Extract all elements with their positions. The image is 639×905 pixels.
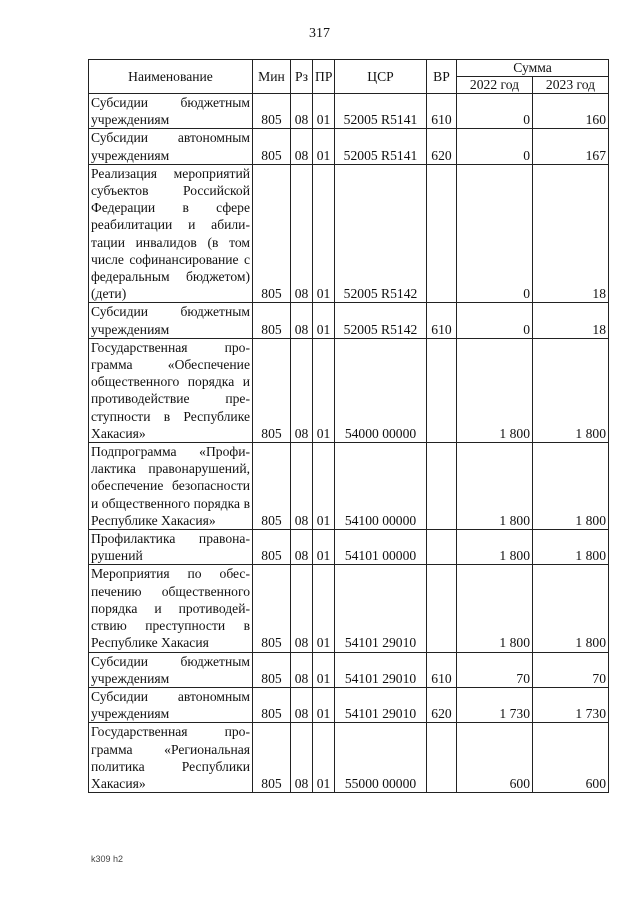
cell-name: Реализация мероприятий субъектов Российской Федерации в сфере реабилитации и абилитации инвалидов (в том числе софинансирование с федеральным бюджетом) (дети) <box>89 164 253 303</box>
cell-csr: 54101 29010 <box>335 565 427 652</box>
cell-rz: 08 <box>291 652 313 687</box>
cell-pr: 01 <box>313 129 335 164</box>
cell-vr: 620 <box>427 687 457 722</box>
cell-sum-2023: 18 <box>533 164 609 303</box>
header-year-2023: 2023 год <box>533 77 609 94</box>
table-row <box>89 723 609 793</box>
cell-sum-2023: 70 <box>533 652 609 687</box>
cell-vr <box>427 338 457 442</box>
cell-name: Субсидии автономным учреждениям <box>89 129 253 164</box>
header-sum: Сумма <box>457 60 609 77</box>
cell-min: 805 <box>253 338 291 442</box>
header-pr: ПР <box>313 60 335 94</box>
header-name: Наименование <box>89 60 253 94</box>
header-min: Мин <box>253 60 291 94</box>
footer-code: k309 h2 <box>91 854 124 864</box>
cell-name: Мероприятия по обеспечению общественного порядка и противодействию преступности в Республике Хакасия <box>89 565 253 652</box>
cell-sum-2023: 1 800 <box>533 530 609 565</box>
cell-min: 805 <box>253 652 291 687</box>
cell-sum-2022: 1 800 <box>457 338 533 442</box>
cell-min: 805 <box>253 443 291 530</box>
cell-name: Субсидии бюджетным учреждениям <box>89 303 253 338</box>
table-row <box>89 443 609 530</box>
cell-rz: 08 <box>291 530 313 565</box>
table-row <box>89 164 609 303</box>
cell-vr: 610 <box>427 652 457 687</box>
cell-min: 805 <box>253 530 291 565</box>
cell-pr: 01 <box>313 687 335 722</box>
budget-table <box>88 59 609 793</box>
cell-vr: 620 <box>427 129 457 164</box>
cell-vr <box>427 530 457 565</box>
cell-csr: 55000 00000 <box>335 723 427 793</box>
cell-name: Субсидии автономным учреждениям <box>89 687 253 722</box>
cell-sum-2022: 0 <box>457 94 533 129</box>
cell-pr: 01 <box>313 652 335 687</box>
header-vr: ВР <box>427 60 457 94</box>
cell-csr: 52005 R5142 <box>335 303 427 338</box>
cell-sum-2023: 167 <box>533 129 609 164</box>
header-csr: ЦСР <box>335 60 427 94</box>
cell-name: Субсидии бюджетным учреждениям <box>89 652 253 687</box>
cell-min: 805 <box>253 303 291 338</box>
cell-rz: 08 <box>291 443 313 530</box>
cell-name: Государственная программа «Обеспечение общественного порядка и противодействие преступности в Республике Хакасия» <box>89 338 253 442</box>
cell-min: 805 <box>253 94 291 129</box>
cell-rz: 08 <box>291 303 313 338</box>
cell-csr: 52005 R5141 <box>335 129 427 164</box>
table-row <box>89 652 609 687</box>
cell-name: Профилактика правонарушений <box>89 530 253 565</box>
table-row <box>89 129 609 164</box>
cell-sum-2023: 1 730 <box>533 687 609 722</box>
cell-sum-2023: 160 <box>533 94 609 129</box>
cell-min: 805 <box>253 129 291 164</box>
cell-sum-2022: 0 <box>457 129 533 164</box>
cell-csr: 54101 29010 <box>335 652 427 687</box>
cell-name: Субсидии бюджетным учреждениям <box>89 94 253 129</box>
cell-rz: 08 <box>291 723 313 793</box>
cell-sum-2022: 70 <box>457 652 533 687</box>
cell-sum-2022: 1 800 <box>457 565 533 652</box>
cell-rz: 08 <box>291 687 313 722</box>
table-row <box>89 94 609 129</box>
cell-pr: 01 <box>313 565 335 652</box>
table-row <box>89 687 609 722</box>
cell-sum-2022: 1 730 <box>457 687 533 722</box>
table-row <box>89 303 609 338</box>
cell-sum-2023: 600 <box>533 723 609 793</box>
cell-pr: 01 <box>313 303 335 338</box>
page-number: 317 <box>309 26 330 41</box>
cell-pr: 01 <box>313 164 335 303</box>
cell-min: 805 <box>253 723 291 793</box>
cell-vr <box>427 723 457 793</box>
cell-rz: 08 <box>291 565 313 652</box>
cell-vr <box>427 565 457 652</box>
cell-sum-2022: 600 <box>457 723 533 793</box>
cell-pr: 01 <box>313 94 335 129</box>
cell-csr: 54000 00000 <box>335 338 427 442</box>
cell-csr: 52005 R5141 <box>335 94 427 129</box>
table-body <box>89 94 609 793</box>
cell-sum-2022: 0 <box>457 303 533 338</box>
cell-min: 805 <box>253 687 291 722</box>
header-rz: Рз <box>291 60 313 94</box>
cell-pr: 01 <box>313 338 335 442</box>
cell-name: Государственная программа «Региональная политика Республики Хакасия» <box>89 723 253 793</box>
cell-sum-2023: 1 800 <box>533 443 609 530</box>
cell-csr: 54100 00000 <box>335 443 427 530</box>
table-row <box>89 338 609 442</box>
cell-pr: 01 <box>313 443 335 530</box>
cell-sum-2023: 1 800 <box>533 338 609 442</box>
cell-vr: 610 <box>427 94 457 129</box>
cell-sum-2022: 1 800 <box>457 443 533 530</box>
cell-rz: 08 <box>291 338 313 442</box>
header-row <box>89 60 609 77</box>
cell-min: 805 <box>253 164 291 303</box>
cell-name: Подпрограмма «Профилактика правонарушений, обеспечение безопасности и общественного порядка в Республике Хакасия» <box>89 443 253 530</box>
table-row <box>89 565 609 652</box>
cell-pr: 01 <box>313 723 335 793</box>
cell-rz: 08 <box>291 94 313 129</box>
cell-pr: 01 <box>313 530 335 565</box>
cell-csr: 54101 29010 <box>335 687 427 722</box>
header-year-2022: 2022 год <box>457 77 533 94</box>
cell-min: 805 <box>253 565 291 652</box>
cell-csr: 54101 00000 <box>335 530 427 565</box>
cell-sum-2022: 0 <box>457 164 533 303</box>
cell-sum-2023: 18 <box>533 303 609 338</box>
cell-csr: 52005 R5142 <box>335 164 427 303</box>
cell-rz: 08 <box>291 164 313 303</box>
cell-vr <box>427 443 457 530</box>
cell-vr: 610 <box>427 303 457 338</box>
cell-sum-2023: 1 800 <box>533 565 609 652</box>
table-row <box>89 530 609 565</box>
cell-sum-2022: 1 800 <box>457 530 533 565</box>
cell-rz: 08 <box>291 129 313 164</box>
cell-vr <box>427 164 457 303</box>
